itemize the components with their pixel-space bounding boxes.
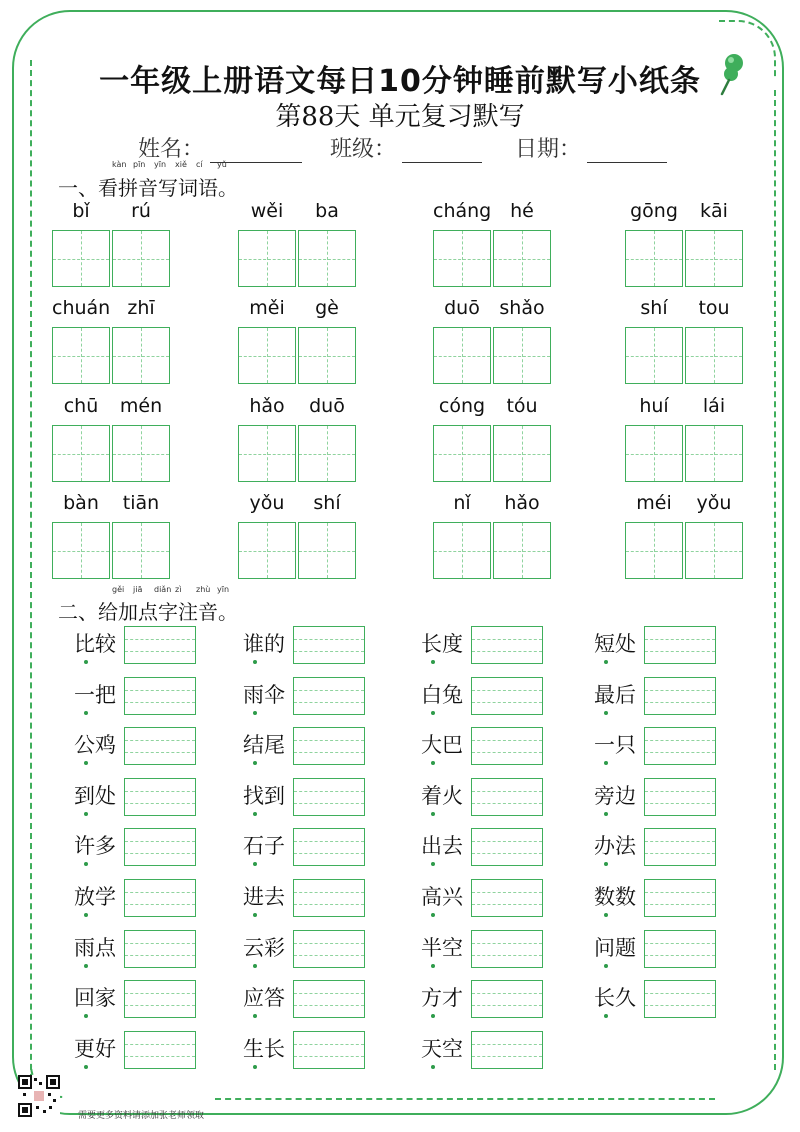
guide-line bbox=[472, 651, 542, 652]
pinyin-label: shí bbox=[640, 297, 668, 319]
guide-line bbox=[125, 892, 195, 893]
answer-box[interactable] bbox=[471, 626, 543, 664]
word-label: 问题 bbox=[594, 935, 636, 960]
word-label: 比较 bbox=[74, 632, 116, 656]
answer-box[interactable] bbox=[644, 930, 716, 968]
guide-line bbox=[645, 702, 715, 703]
dashed-border-left bbox=[30, 60, 32, 1100]
writing-cell[interactable] bbox=[685, 230, 743, 287]
writing-cell[interactable] bbox=[433, 230, 491, 287]
answer-box[interactable] bbox=[644, 677, 716, 715]
writing-cell[interactable] bbox=[238, 230, 296, 287]
answer-box[interactable] bbox=[124, 828, 196, 866]
answer-box[interactable] bbox=[644, 980, 716, 1018]
answer-box[interactable] bbox=[471, 727, 543, 765]
writing-grid bbox=[625, 425, 743, 482]
pinyin-label: měi bbox=[249, 297, 285, 319]
answer-box[interactable] bbox=[471, 828, 543, 866]
word-label: 着火 bbox=[421, 783, 463, 808]
guide-line bbox=[125, 993, 195, 994]
guide-line bbox=[125, 752, 195, 753]
writing-cell[interactable] bbox=[625, 327, 683, 384]
writing-cell[interactable] bbox=[52, 425, 110, 482]
guide-line bbox=[645, 803, 715, 804]
guide-line bbox=[125, 841, 195, 842]
name-field[interactable] bbox=[138, 132, 302, 163]
pinyin-label: duō bbox=[444, 297, 480, 319]
guide-line bbox=[645, 639, 715, 640]
word-label: 谁的 bbox=[243, 632, 285, 656]
answer-box[interactable] bbox=[293, 828, 365, 866]
guide-line bbox=[294, 892, 364, 893]
word-label: 出去 bbox=[421, 834, 463, 859]
ruby-pinyin: zhù bbox=[196, 585, 211, 594]
emphasis-dot bbox=[253, 711, 257, 715]
answer-box[interactable] bbox=[124, 677, 196, 715]
writing-grid bbox=[52, 522, 170, 579]
pinyin-label: bǐ bbox=[72, 200, 90, 222]
guide-line bbox=[294, 651, 364, 652]
emphasis-dot bbox=[253, 913, 257, 917]
guide-line bbox=[472, 841, 542, 842]
word-label: 放学 bbox=[74, 885, 116, 909]
word-label: 长久 bbox=[594, 986, 636, 1011]
guide-line bbox=[645, 904, 715, 905]
guide-line bbox=[294, 993, 364, 994]
writing-cell[interactable] bbox=[493, 230, 551, 287]
pinyin-label: shǎo bbox=[499, 297, 545, 319]
writing-cell[interactable] bbox=[625, 425, 683, 482]
pinyin-label: tóu bbox=[506, 395, 538, 417]
emphasis-dot bbox=[431, 711, 435, 715]
emphasis-dot bbox=[84, 711, 88, 715]
guide-line bbox=[645, 791, 715, 792]
pinyin-label: tou bbox=[698, 297, 730, 319]
answer-box[interactable] bbox=[644, 727, 716, 765]
guide-line bbox=[472, 853, 542, 854]
answer-box[interactable] bbox=[124, 930, 196, 968]
word-label: 到处 bbox=[74, 783, 116, 808]
writing-cell[interactable] bbox=[238, 522, 296, 579]
class-label: 班级： bbox=[330, 137, 397, 162]
answer-box[interactable] bbox=[644, 828, 716, 866]
writing-cell[interactable] bbox=[685, 522, 743, 579]
emphasis-dot bbox=[84, 660, 88, 664]
writing-cell[interactable] bbox=[433, 425, 491, 482]
pinyin-label: zhī bbox=[127, 297, 155, 319]
guide-line bbox=[472, 943, 542, 944]
writing-grid bbox=[238, 425, 356, 482]
pinyin-label: chuán bbox=[52, 297, 111, 319]
answer-box[interactable] bbox=[124, 879, 196, 917]
guide-line bbox=[472, 1005, 542, 1006]
ruby-pinyin: diǎn bbox=[154, 585, 172, 594]
answer-box[interactable] bbox=[293, 879, 365, 917]
guide-line bbox=[125, 1056, 195, 1057]
guide-line bbox=[294, 955, 364, 956]
pinyin-label: wěi bbox=[250, 200, 284, 222]
writing-cell[interactable] bbox=[433, 327, 491, 384]
guide-line bbox=[472, 1044, 542, 1045]
emphasis-dot bbox=[84, 1065, 88, 1069]
word-label: 办法 bbox=[594, 834, 636, 859]
guide-line bbox=[472, 752, 542, 753]
writing-grid bbox=[433, 425, 551, 482]
word-label: 雨伞 bbox=[243, 682, 285, 707]
pinyin-label: hǎo bbox=[249, 395, 285, 417]
pinyin-label: huí bbox=[639, 395, 669, 417]
page-subtitle: 第88天 单元复习默写 bbox=[275, 102, 525, 132]
writing-cell[interactable] bbox=[493, 327, 551, 384]
guide-line bbox=[472, 740, 542, 741]
guide-line bbox=[472, 702, 542, 703]
guide-line bbox=[472, 955, 542, 956]
pinyin-label: hǎo bbox=[504, 492, 540, 514]
word-label: 生长 bbox=[243, 1036, 285, 1061]
answer-box[interactable] bbox=[293, 930, 365, 968]
emphasis-dot bbox=[604, 913, 608, 917]
answer-box[interactable] bbox=[471, 1031, 543, 1069]
word-label: 白兔 bbox=[421, 682, 463, 707]
qr-code-icon bbox=[18, 1075, 60, 1117]
emphasis-dot bbox=[84, 812, 88, 816]
ruby-pinyin: kàn bbox=[112, 160, 127, 169]
writing-cell[interactable] bbox=[685, 425, 743, 482]
guide-line bbox=[125, 651, 195, 652]
answer-box[interactable] bbox=[293, 778, 365, 816]
answer-box[interactable] bbox=[293, 1031, 365, 1069]
word-label: 半空 bbox=[421, 935, 463, 960]
ruby-pinyin: xiě bbox=[175, 160, 187, 169]
guide-line bbox=[294, 702, 364, 703]
writing-cell[interactable] bbox=[493, 425, 551, 482]
pinyin-label: shí bbox=[313, 492, 341, 514]
writing-cell[interactable] bbox=[112, 230, 170, 287]
pinyin-label: cháng bbox=[433, 200, 492, 222]
guide-line bbox=[645, 955, 715, 956]
pinyin-label: méi bbox=[636, 492, 672, 514]
word-label: 许多 bbox=[74, 834, 116, 859]
date-blank[interactable] bbox=[587, 138, 667, 163]
word-label: 天空 bbox=[421, 1036, 463, 1061]
guide-line bbox=[294, 1056, 364, 1057]
writing-cell[interactable] bbox=[112, 327, 170, 384]
guide-line bbox=[294, 690, 364, 691]
guide-line bbox=[294, 791, 364, 792]
answer-box[interactable] bbox=[293, 727, 365, 765]
writing-cell[interactable] bbox=[112, 425, 170, 482]
pinyin-label: tiān bbox=[122, 492, 160, 514]
writing-grid bbox=[625, 327, 743, 384]
writing-cell[interactable] bbox=[493, 522, 551, 579]
guide-line bbox=[645, 651, 715, 652]
word-label: 短处 bbox=[594, 632, 636, 656]
ruby-pinyin: yǔ bbox=[217, 160, 227, 169]
answer-box[interactable] bbox=[471, 677, 543, 715]
answer-box[interactable] bbox=[293, 980, 365, 1018]
word-label: 更好 bbox=[74, 1036, 116, 1061]
guide-line bbox=[472, 993, 542, 994]
answer-box[interactable] bbox=[124, 980, 196, 1018]
word-label: 结尾 bbox=[243, 733, 285, 758]
guide-line bbox=[472, 803, 542, 804]
pinyin-label: kāi bbox=[700, 200, 728, 222]
ruby-pinyin: zì bbox=[175, 585, 182, 594]
guide-line bbox=[645, 740, 715, 741]
writing-grid bbox=[238, 230, 356, 287]
dashed-border-right bbox=[774, 90, 776, 1070]
writing-grid bbox=[433, 230, 551, 287]
dashed-border-bottom bbox=[215, 1098, 715, 1100]
class-field[interactable] bbox=[330, 132, 482, 163]
word-label: 雨点 bbox=[74, 935, 116, 960]
emphasis-dot bbox=[253, 660, 257, 664]
writing-cell[interactable] bbox=[238, 425, 296, 482]
guide-line bbox=[645, 943, 715, 944]
guide-line bbox=[294, 752, 364, 753]
guide-line bbox=[125, 803, 195, 804]
word-label: 回家 bbox=[74, 986, 116, 1011]
guide-line bbox=[645, 892, 715, 893]
writing-cell[interactable] bbox=[298, 425, 356, 482]
word-label: 应答 bbox=[243, 986, 285, 1011]
writing-grid bbox=[625, 230, 743, 287]
answer-box[interactable] bbox=[124, 727, 196, 765]
pinyin-label: bàn bbox=[63, 492, 99, 514]
date-label: 日期： bbox=[515, 137, 582, 162]
answer-box[interactable] bbox=[293, 677, 365, 715]
ruby-pinyin: gěi bbox=[112, 585, 125, 594]
writing-cell[interactable] bbox=[52, 522, 110, 579]
emphasis-dot bbox=[604, 660, 608, 664]
guide-line bbox=[294, 841, 364, 842]
emphasis-dot bbox=[431, 913, 435, 917]
writing-grid bbox=[433, 522, 551, 579]
emphasis-dot bbox=[431, 1065, 435, 1069]
pinyin-label: gè bbox=[315, 297, 339, 319]
word-label: 一把 bbox=[74, 682, 116, 707]
guide-line bbox=[125, 955, 195, 956]
emphasis-dot bbox=[604, 711, 608, 715]
writing-grid bbox=[52, 425, 170, 482]
pinyin-label: chū bbox=[63, 395, 99, 417]
writing-cell[interactable] bbox=[238, 327, 296, 384]
section1-title: 一、看拼音写词语。 bbox=[58, 176, 238, 200]
word-label: 找到 bbox=[243, 783, 285, 808]
answer-box[interactable] bbox=[471, 980, 543, 1018]
guide-line bbox=[125, 639, 195, 640]
guide-line bbox=[645, 853, 715, 854]
section2-title: 二、给加点字注音。 bbox=[58, 600, 238, 624]
guide-line bbox=[125, 702, 195, 703]
guide-line bbox=[125, 853, 195, 854]
ruby-pinyin: yīn bbox=[154, 160, 167, 169]
guide-line bbox=[294, 740, 364, 741]
word-label: 旁边 bbox=[594, 783, 636, 808]
guide-line bbox=[472, 690, 542, 691]
pinyin-label: nǐ bbox=[453, 492, 471, 514]
writing-cell[interactable] bbox=[433, 522, 491, 579]
guide-line bbox=[125, 1044, 195, 1045]
word-label: 高兴 bbox=[421, 885, 463, 909]
pinyin-label: lái bbox=[702, 395, 726, 417]
emphasis-dot bbox=[431, 660, 435, 664]
class-blank[interactable] bbox=[402, 138, 482, 163]
pinyin-label: duō bbox=[309, 395, 345, 417]
writing-cell[interactable] bbox=[298, 230, 356, 287]
pinyin-label: hé bbox=[510, 200, 534, 222]
answer-box[interactable] bbox=[471, 879, 543, 917]
guide-line bbox=[125, 791, 195, 792]
writing-cell[interactable] bbox=[298, 522, 356, 579]
answer-box[interactable] bbox=[471, 930, 543, 968]
answer-box[interactable] bbox=[471, 778, 543, 816]
pinyin-label: gōng bbox=[630, 200, 678, 222]
word-label: 云彩 bbox=[243, 935, 285, 960]
answer-box[interactable] bbox=[293, 626, 365, 664]
guide-line bbox=[472, 639, 542, 640]
writing-cell[interactable] bbox=[298, 327, 356, 384]
guide-line bbox=[294, 943, 364, 944]
word-label: 最后 bbox=[594, 682, 636, 707]
guide-line bbox=[645, 1005, 715, 1006]
pinyin-label: yǒu bbox=[696, 492, 732, 514]
emphasis-dot bbox=[84, 913, 88, 917]
pinyin-label: mén bbox=[119, 395, 163, 417]
word-label: 进去 bbox=[243, 885, 285, 909]
emphasis-dot bbox=[604, 812, 608, 816]
answer-box[interactable] bbox=[644, 879, 716, 917]
answer-box[interactable] bbox=[644, 626, 716, 664]
pinyin-label: rú bbox=[131, 200, 151, 222]
footer-note: 需要更多资料请添加张老师领取 bbox=[78, 1111, 205, 1121]
guide-line bbox=[125, 740, 195, 741]
writing-cell[interactable] bbox=[52, 230, 110, 287]
guide-line bbox=[125, 1005, 195, 1006]
ruby-pinyin: yīn bbox=[217, 585, 230, 594]
emphasis-dot bbox=[253, 1065, 257, 1069]
ruby-pinyin: jiā bbox=[133, 585, 143, 594]
guide-line bbox=[472, 892, 542, 893]
writing-cell[interactable] bbox=[112, 522, 170, 579]
pushpin-icon bbox=[716, 52, 746, 98]
name-label: 姓名： bbox=[138, 137, 205, 162]
writing-cell[interactable] bbox=[52, 327, 110, 384]
answer-box[interactable] bbox=[124, 626, 196, 664]
guide-line bbox=[125, 904, 195, 905]
answer-box[interactable] bbox=[644, 778, 716, 816]
word-label: 数数 bbox=[594, 885, 636, 909]
guide-line bbox=[294, 853, 364, 854]
writing-grid bbox=[625, 522, 743, 579]
page-title: 一年级上册语文每日10分钟睡前默写小纸条 bbox=[99, 64, 701, 99]
answer-box[interactable] bbox=[124, 1031, 196, 1069]
guide-line bbox=[294, 803, 364, 804]
emphasis-dot bbox=[431, 964, 435, 968]
writing-cell[interactable] bbox=[625, 522, 683, 579]
word-label: 公鸡 bbox=[74, 733, 116, 758]
guide-line bbox=[645, 690, 715, 691]
guide-line bbox=[294, 1044, 364, 1045]
pinyin-label: cóng bbox=[438, 395, 486, 417]
guide-line bbox=[472, 791, 542, 792]
ruby-pinyin: cí bbox=[196, 160, 203, 169]
word-label: 石子 bbox=[243, 834, 285, 859]
guide-line bbox=[472, 1056, 542, 1057]
pinyin-label: ba bbox=[315, 200, 339, 222]
guide-line bbox=[472, 904, 542, 905]
emphasis-dot bbox=[431, 812, 435, 816]
writing-cell[interactable] bbox=[685, 327, 743, 384]
word-label: 大巴 bbox=[421, 733, 463, 758]
guide-line bbox=[125, 943, 195, 944]
emphasis-dot bbox=[253, 964, 257, 968]
ruby-pinyin: pīn bbox=[133, 160, 146, 169]
writing-grid bbox=[238, 522, 356, 579]
guide-line bbox=[294, 639, 364, 640]
writing-grid bbox=[433, 327, 551, 384]
emphasis-dot bbox=[253, 812, 257, 816]
guide-line bbox=[294, 904, 364, 905]
word-label: 方才 bbox=[421, 986, 463, 1011]
writing-cell[interactable] bbox=[625, 230, 683, 287]
date-field[interactable] bbox=[515, 132, 667, 163]
guide-line bbox=[645, 752, 715, 753]
guide-line bbox=[294, 1005, 364, 1006]
guide-line bbox=[125, 690, 195, 691]
writing-grid bbox=[52, 230, 170, 287]
writing-grid bbox=[238, 327, 356, 384]
writing-grid bbox=[52, 327, 170, 384]
answer-box[interactable] bbox=[124, 778, 196, 816]
emphasis-dot bbox=[84, 964, 88, 968]
pinyin-label: yǒu bbox=[249, 492, 285, 514]
word-label: 长度 bbox=[421, 632, 463, 656]
guide-line bbox=[645, 841, 715, 842]
word-label: 一只 bbox=[594, 733, 636, 758]
emphasis-dot bbox=[604, 964, 608, 968]
guide-line bbox=[645, 993, 715, 994]
